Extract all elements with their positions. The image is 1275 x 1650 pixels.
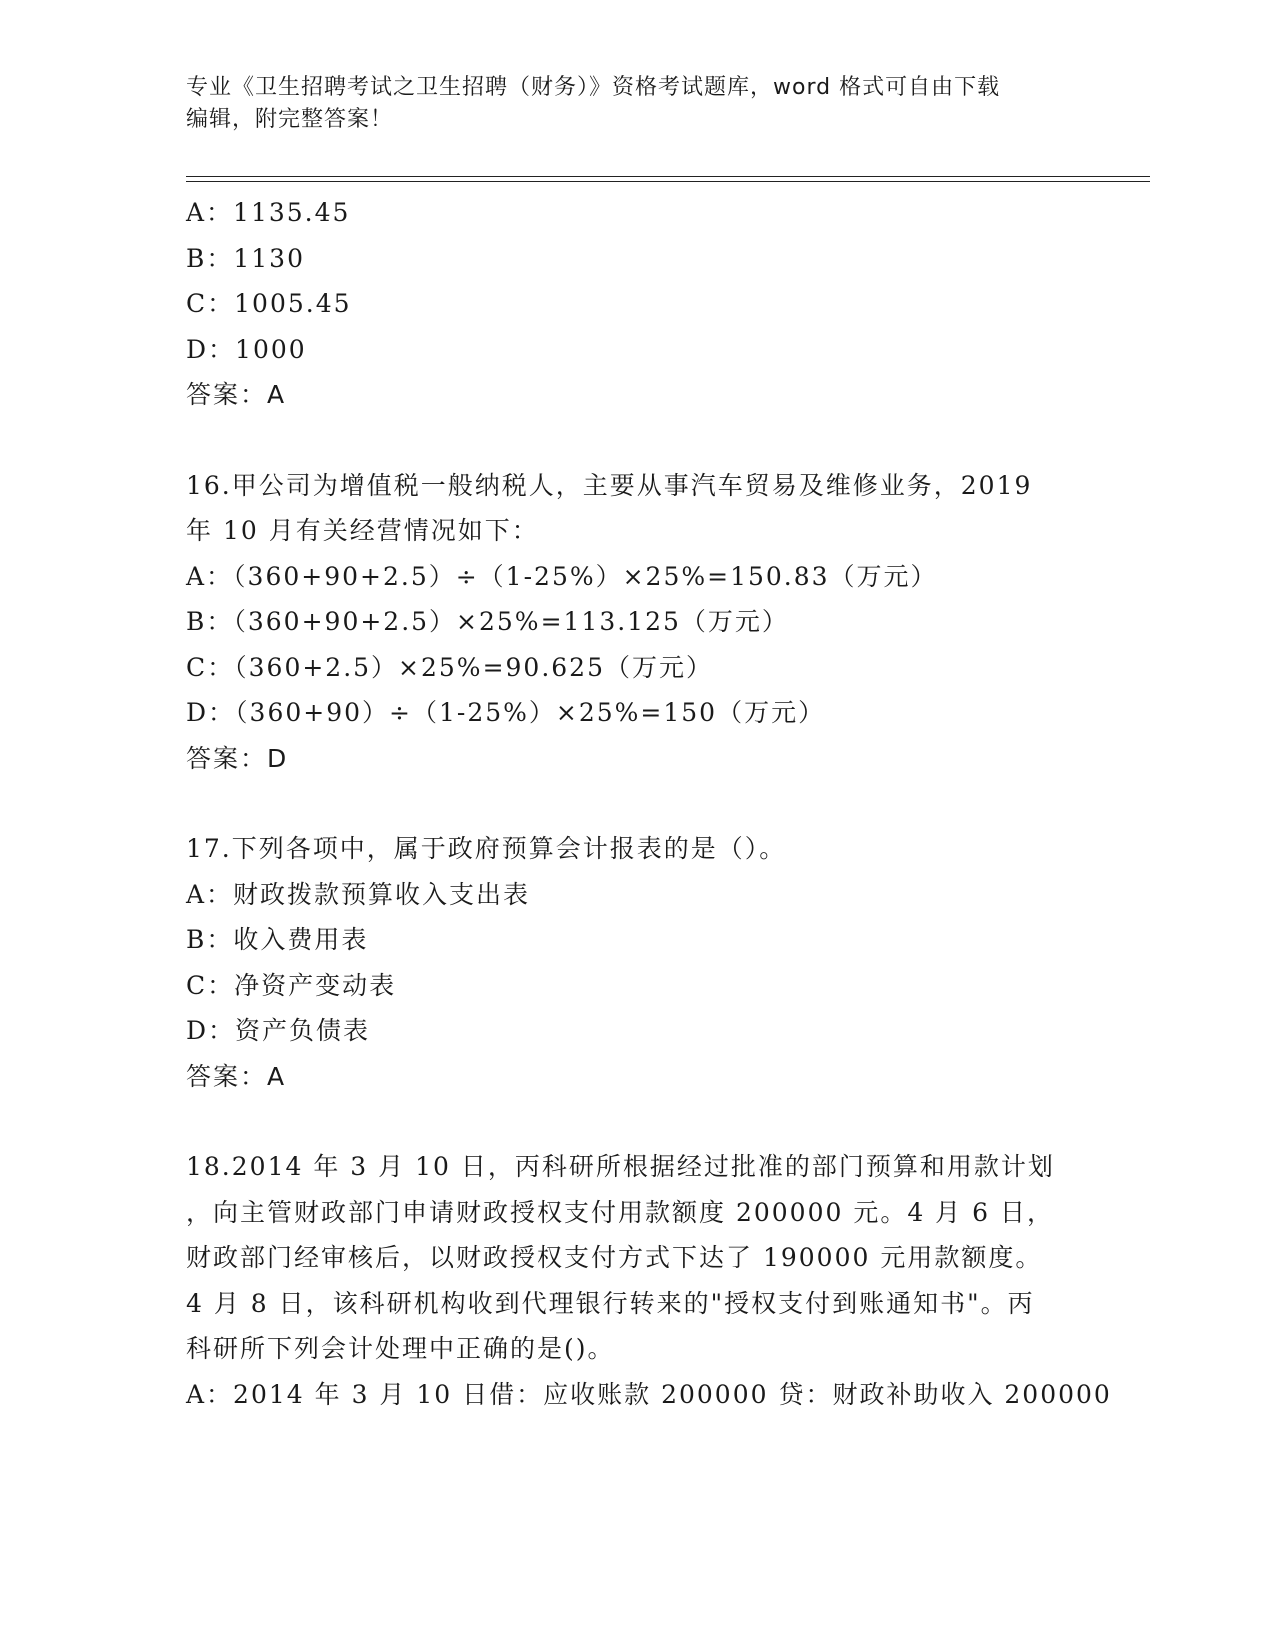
option-b: B：收入费用表 xyxy=(186,925,369,954)
option-c: C：净资产变动表 xyxy=(186,970,397,1000)
question-content xyxy=(186,190,1112,1417)
question-stem-line: 16.甲公司为增值税一般纳税人，主要从事汽车贸易及维修业务，2019 xyxy=(186,470,1033,500)
option-c: C：（360+2.5）×25%=90.625（万元） xyxy=(186,652,713,682)
header-line-2: 编辑，附完整答案！ xyxy=(186,107,394,132)
question-stem-line: ，向主管财政部门申请财政授权支付用款额度 200000 元。4 月 6 日， xyxy=(186,1197,1054,1227)
answer-line: 答案：D xyxy=(186,743,289,773)
option-c: C：1005.45 xyxy=(186,289,352,318)
option-a: A：（360+90+2.5）÷（1-25%）×25%=150.83（万元） xyxy=(186,561,938,591)
spacer xyxy=(186,781,1086,826)
option-d: D：1000 xyxy=(186,334,307,364)
question-stem-line: 4 月 8 日，该科研机构收到代理银行转来的"授权支付到账通知书"。丙 xyxy=(186,1288,1035,1318)
question-stem-line: 财政部门经审核后，以财政授权支付方式下达了 190000 元用款额度。 xyxy=(186,1243,1043,1272)
question-stem-line: 18.2014 年 3 月 10 日，丙科研所根据经过批准的部门预算和用款计划 xyxy=(186,1152,1055,1181)
question-18 xyxy=(186,1144,1112,1417)
option-a: A：财政拨款预算收入支出表 xyxy=(186,879,531,909)
question-stem-line: 年 10 月有关经营情况如下： xyxy=(186,516,539,545)
answer-line: 答案：A xyxy=(186,1061,287,1091)
document-header xyxy=(186,72,1086,136)
answer-line: 答案：A xyxy=(186,380,287,409)
spacer xyxy=(186,418,1086,463)
option-a: A：1135.45 xyxy=(186,198,351,227)
header-line-1: 专业《卫生招聘考试之卫生招聘（财务）》资格考试题库，word 格式可自由下载 xyxy=(186,75,1001,100)
question-16 xyxy=(186,463,1086,782)
option-b: B：1130 xyxy=(186,243,305,273)
option-b: B：（360+90+2.5）×25%=113.125（万元） xyxy=(186,607,789,636)
header-divider-top xyxy=(186,176,1150,177)
option-d: D：资产负债表 xyxy=(186,1016,371,1045)
question-stem-line: 17.下列各项中，属于政府预算会计报表的是（）。 xyxy=(186,834,787,863)
option-d: D：（360+90）÷（1-25%）×25%=150（万元） xyxy=(186,698,826,727)
question-15 xyxy=(186,190,1086,418)
spacer xyxy=(186,1099,1086,1144)
question-17 xyxy=(186,826,1086,1099)
question-stem-line: 科研所下列会计处理中正确的是()。 xyxy=(186,1334,615,1363)
header-divider-bottom xyxy=(186,181,1150,182)
option-a: A：2014 年 3 月 10 日借：应收账款 200000 贷：财政补助收入 200000 xyxy=(186,1379,1112,1409)
